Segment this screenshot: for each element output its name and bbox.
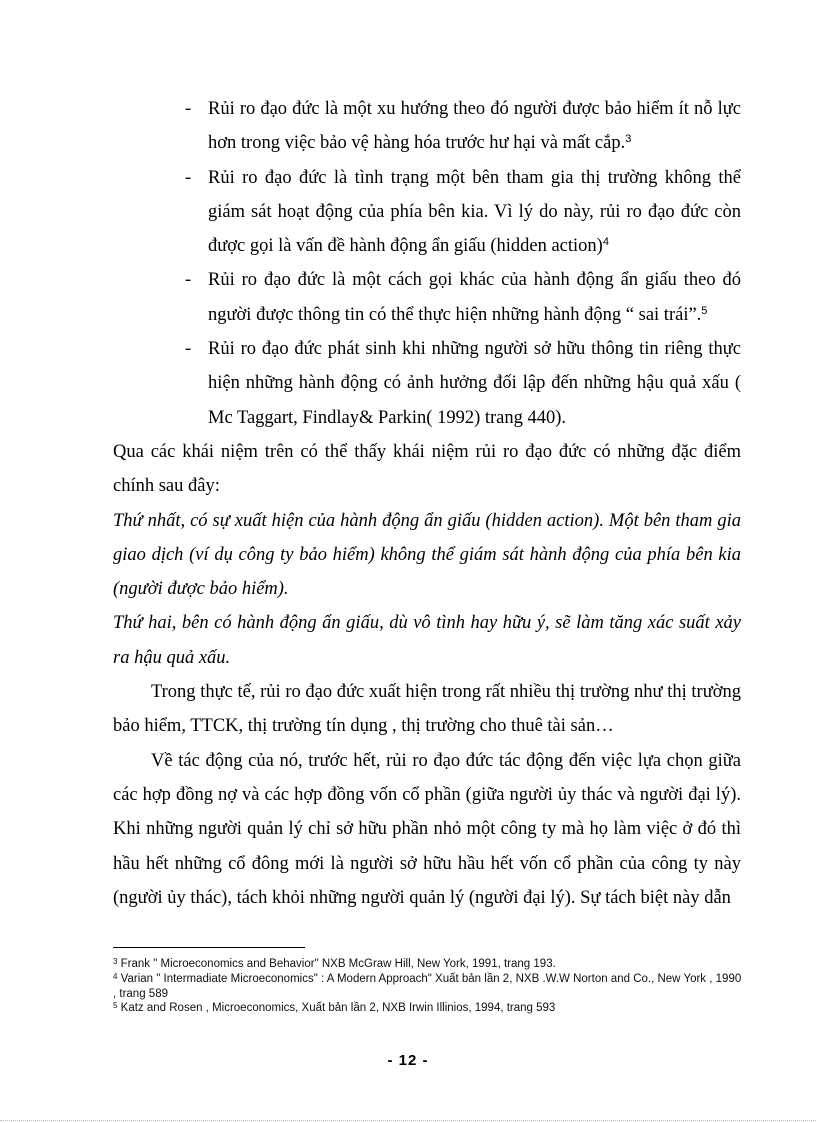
page-bottom-border (0, 1120, 816, 1121)
bullet-item (113, 332, 741, 435)
bullet-dash: - (185, 270, 192, 291)
bullet-item (113, 92, 741, 161)
footnote (113, 972, 743, 1002)
footnote-ref[interactable]: 5 (701, 304, 708, 317)
bullet-text: Rủi ro đạo đức là một cách gọi khác của hành động ẩn giấu theo đó người được thông tin có thể thực hiện những hành động “ sai trái”. (208, 270, 741, 325)
bullet-dash: - (185, 339, 192, 360)
footnote-number: 5 (113, 1001, 118, 1011)
footnote-ref[interactable]: 4 (602, 236, 609, 249)
bullet-text: Rủi ro đạo đức là một xu hướng theo đó người được bảo hiểm ít nỗ lực hơn trong việc bảo vệ hàng hóa trước hư hại và mất cắp. (208, 99, 741, 154)
footnote-ref[interactable]: 3 (625, 133, 632, 146)
bullet-text: Rủi ro đạo đức phát sinh khi những người sở hữu thông tin riêng thực hiện những hành động có ảnh hưởng đối lập đến những hậu quả xấu ( Mc Taggart, Findlay& Parkin( 1992) trang 440). (208, 339, 741, 428)
footnote (113, 957, 743, 972)
markets-paragraph: Trong thực tế, rủi ro đạo đức xuất hiện trong rất nhiều thị trường như thị trường bảo hiểm, TTCK, thị trường tín dụng , thị trường cho thuê tài sản… (113, 682, 741, 737)
footnote-separator (113, 947, 305, 948)
footnote-text: Varian " Intermadiate Microeconomics" : A Modern Approach" Xuất bản lần 2, NXB .W.W Norton and Co., New York , 1990 , trang 589 (113, 972, 742, 1000)
footnote-text: Katz and Rosen , Microeconomics, Xuất bản lần 2, NXB Irwin Illinios, 1994, trang 593 (120, 1002, 556, 1015)
second-feature-paragraph: Thứ hai, bên có hành động ẩn giấu, dù vô tình hay hữu ý, sẽ làm tăng xác suất xảy ra hậu quả xấu. (113, 613, 741, 668)
bullet-dash: - (185, 167, 192, 188)
effects-paragraph: Về tác động của nó, trước hết, rủi ro đạo đức tác động đến việc lựa chọn giữa các hợp đồng nợ và các hợp đồng vốn cổ phần (giữa người ủy thác và người đại lý). Khi những người quản lý chỉ sở hữu phần nhỏ một công ty mà họ làm việc ở đó thì hầu hết những cổ đông mới là người sở hữu hầu hết vốn cổ phần của công ty này (người ủy thác), tách khỏi những người quản lý (người đại lý). Sự tách biệt này dẫn (113, 750, 741, 908)
body-text (113, 92, 741, 915)
footnotes (113, 957, 743, 1016)
summary-intro-paragraph: Qua các khái niệm trên có thể thấy khái niệm rủi ro đạo đức có những đặc điểm chính sau đây: (113, 441, 741, 497)
footnote-number: 3 (113, 957, 118, 966)
bullet-item (113, 161, 741, 264)
footnote (113, 1001, 743, 1016)
footnote-text: Frank " Microeconomics and Behavior" NXB McGraw Hill, New York, 1991, trang 193. (120, 958, 556, 970)
bullet-item (113, 263, 741, 332)
footnote-number: 4 (113, 971, 118, 981)
page-number: - 12 - (387, 1052, 429, 1069)
bullet-text: Rủi ro đạo đức là tình trạng một bên tham gia thị trường không thể giám sát hoạt động của phía bên kia. Vì lý do này, rủi ro đạo đức còn được gọi là vấn đề hành động ẩn giấu (hidden action) (208, 167, 741, 257)
bullet-dash: - (185, 99, 192, 119)
first-feature-paragraph: Thứ nhất, có sự xuất hiện của hành động ẩn giấu (hidden action). Một bên tham gia giao dịch (ví dụ công ty bảo hiểm) không thể giám sát hành động của phía bên kia (người được bảo hiểm). (113, 510, 741, 600)
